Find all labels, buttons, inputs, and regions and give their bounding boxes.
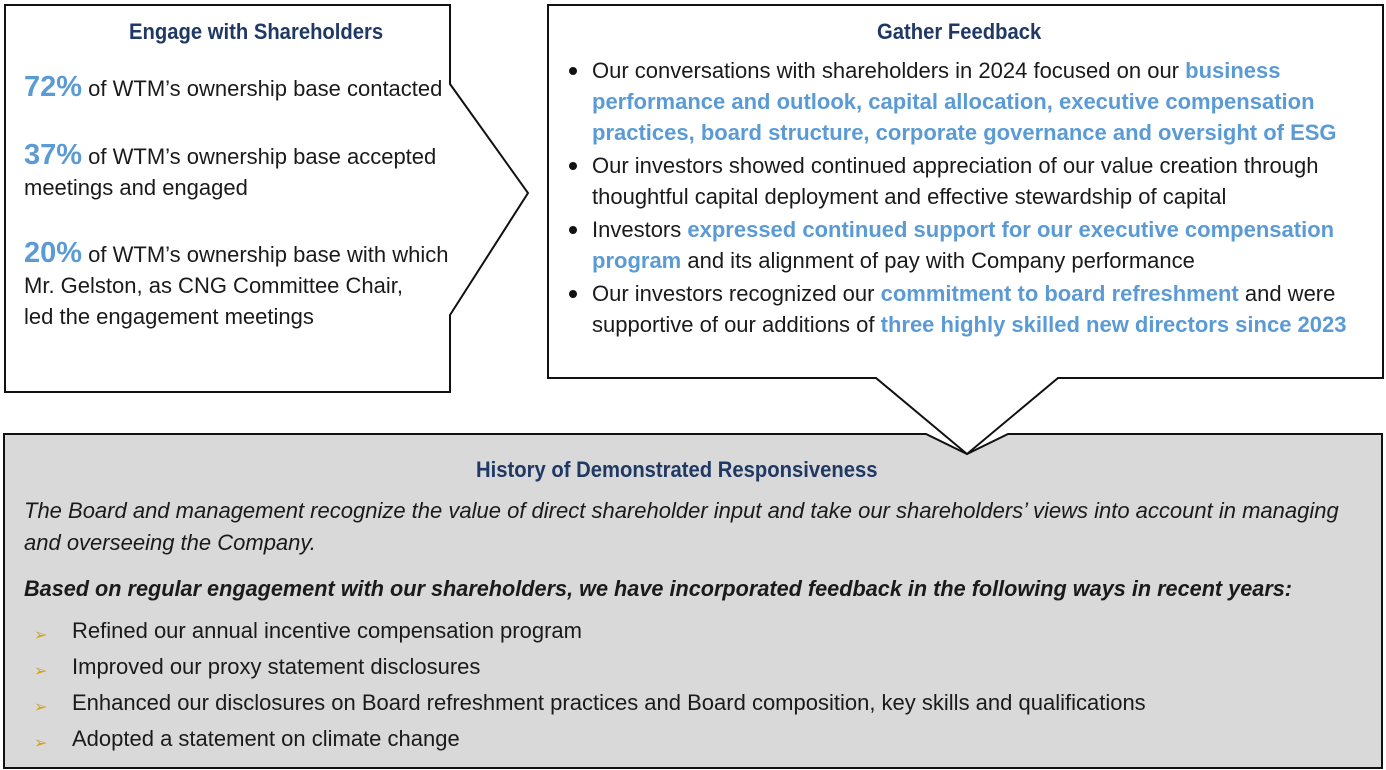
list-item: ➢ Enhanced our disclosures on Board refreshment practices and Board composition, key skills and qualifications [34,688,1334,724]
feedback-line [592,278,1366,309]
feedback-highlight: program [592,248,682,273]
history-intro: The Board and management recognize the value of direct shareholder input and take our shareholders’ views into account in managing and overseeing the Company. [24,498,1339,555]
stat-percent: 37% [24,139,83,171]
feedback-text: supportive of our additions of [592,312,881,337]
feedback-text: and its alignment of pay with Company performance [681,248,1195,273]
list-item: ➢ Adopted a statement on climate change [34,724,1334,760]
feedback-highlight: expressed continued support for our executive compensation [687,217,1335,242]
arrow-bullet-icon: ➢ [34,699,48,716]
stat-engaged: 37% of WTM’s ownership base accepted meetings and engaged [24,139,437,200]
feedback-text: thoughtful capital deployment and effective stewardship of capital [592,184,1227,209]
stat-led-meetings: 20% of WTM’s ownership base with which Mr. Gelston, as CNG Committee Chair, led the engagement meetings [24,237,449,329]
feedback-line [592,214,1366,245]
feedback-highlight: three highly skilled new directors since 2023 [880,312,1347,337]
feedback-line [592,86,1366,117]
feedback-line [592,117,1366,148]
history-lead: Based on regular engagement with our shareholders, we have incorporated feedback in the following ways in recent years: [24,576,1293,601]
feedback-highlight: performance and outlook, capital allocation, executive compensation [592,89,1315,114]
feedback-line [592,309,1366,340]
arrow-bullet-icon: ➢ [34,627,48,644]
list-item: ➢ Refined our annual incentive compensation program [34,616,1334,652]
feedback-text: Investors [592,217,688,242]
feedback-line [592,181,1366,212]
engage-title: Engage with Shareholders [129,19,384,44]
feedback-text: Our conversations with shareholders in 2024 focused on our [592,58,1186,83]
history-items [34,616,1334,760]
feedback-line [592,245,1366,276]
feedback-list [566,55,1366,342]
list-item: ➢ Improved our proxy statement disclosures [34,652,1334,688]
arrow-bullet-icon: ➢ [34,663,48,680]
feedback-text: Our investors showed continued appreciation of our value creation through [592,153,1319,178]
feedback-bullet [566,278,1366,340]
feedback-line [592,55,1366,86]
feedback-text: and were [1238,281,1336,306]
feedback-highlight: business [1185,58,1281,83]
feedback-line [592,150,1366,181]
stat-percent: 72% [24,71,83,103]
feedback-title: Gather Feedback [877,19,1042,44]
stat-percent: 20% [24,237,83,269]
feedback-text: Our investors recognized our [592,281,881,306]
feedback-highlight: commitment to board refreshment [880,281,1239,306]
stat-contacted: 72% of WTM’s ownership base contacted [24,71,443,103]
feedback-bullet [566,55,1366,148]
feedback-highlight: practices, board structure, corporate governance and oversight of ESG [592,120,1337,145]
feedback-bullet [566,214,1366,276]
arrow-bullet-icon: ➢ [34,735,48,752]
history-title: History of Demonstrated Responsiveness [476,457,878,482]
feedback-bullet [566,150,1366,212]
